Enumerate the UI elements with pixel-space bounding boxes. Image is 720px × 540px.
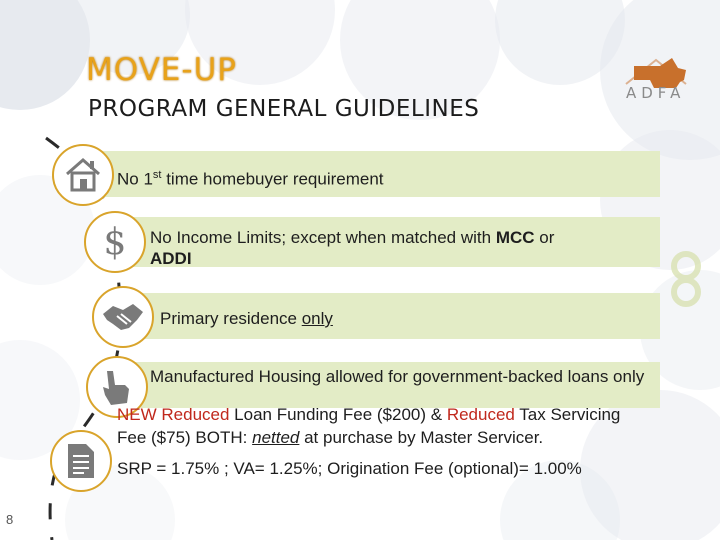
slide-subtitle: PROGRAM GENERAL GUIDELINES — [88, 96, 480, 122]
item-text-2: No Income Limits; except when matched with MCC or ADDI — [150, 228, 555, 268]
fee-paragraph: NEW Reduced Loan Funding Fee ($200) & Reduced Tax Servicing Fee ($75) BOTH: netted at purchase by Master Servicer. — [117, 405, 621, 447]
item-text-5 — [117, 403, 637, 480]
dollar-icon: $ — [103, 221, 127, 263]
slide-title: MOVE-UP — [86, 52, 237, 88]
item-icon-circle-3 — [92, 286, 154, 348]
slide-number: 8 — [6, 512, 14, 527]
srp-paragraph: SRP = 1.75% ; VA= 1.25%; Origination Fee (optional)= 1.00% — [117, 459, 582, 478]
handshake-icon — [101, 300, 145, 334]
item-text-1: No 1st time homebuyer requirement — [117, 169, 384, 189]
item-icon-circle-2 — [84, 211, 146, 273]
document-icon — [66, 442, 96, 480]
house-icon — [63, 156, 103, 194]
logo-text: ADFA — [626, 84, 686, 102]
item-icon-circle-5 — [50, 430, 112, 492]
pointing-hand-icon — [99, 367, 135, 407]
item-text-4: Manufactured Housing allowed for government-backed loans only — [150, 367, 645, 386]
item-text-3: Primary residence only — [160, 309, 333, 328]
item-icon-circle-1 — [52, 144, 114, 206]
